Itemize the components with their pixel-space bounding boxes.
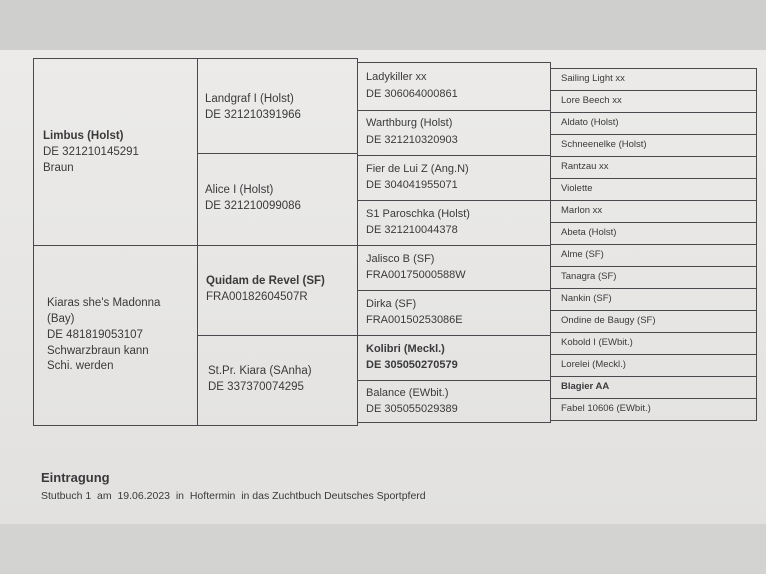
gen3-id: DE 306064000861 xyxy=(366,88,458,100)
registration-text: Stutbuch 1 am 19.06.2023 in Hoftermin in das Zuchtbuch Deutsches Sportpferd xyxy=(41,490,426,502)
gen4-name: Lore Beech xx xyxy=(561,95,622,106)
gen3-name: Fier de Lui Z (Ang.N) xyxy=(366,163,469,175)
gen3-name: Balance (EWbit.) xyxy=(366,387,449,399)
gen4-name: Blagier AA xyxy=(561,381,610,392)
dam-color-note: Schi. werden xyxy=(47,360,114,372)
gen4-name: Abeta (Holst) xyxy=(561,227,617,238)
gen4-name: Kobold I (EWbit.) xyxy=(561,337,633,348)
gen3-name: Jalisco B (SF) xyxy=(366,253,435,265)
gen2-id: DE 337370074295 xyxy=(208,381,304,393)
gen4-name: Rantzau xx xyxy=(561,161,609,172)
gen4-name: Nankin (SF) xyxy=(561,293,612,304)
gen3-id: DE 305055029389 xyxy=(366,403,458,415)
gen3-name: S1 Paroschka (Holst) xyxy=(366,208,470,220)
registration-heading: Eintragung xyxy=(41,470,110,485)
gen3-name: Warthburg (Holst) xyxy=(366,117,453,129)
sire-color: Braun xyxy=(43,162,74,174)
gen2-name: St.Pr. Kiara (SAnha) xyxy=(208,365,312,377)
gen3-name: Kolibri (Meckl.) xyxy=(366,343,445,355)
gen3-id: FRA00150253086E xyxy=(366,314,463,326)
gen4-name: Sailing Light xx xyxy=(561,73,625,84)
gen3-name: Ladykiller xx xyxy=(366,71,427,83)
dam-coat: (Bay) xyxy=(47,313,75,325)
gen2-name: Quidam de Revel (SF) xyxy=(206,275,325,287)
gen4-name: Alme (SF) xyxy=(561,249,604,260)
gen2-name: Alice I (Holst) xyxy=(205,184,274,196)
gen4-name: Marlon xx xyxy=(561,205,603,216)
gen3-id: DE 321210320903 xyxy=(366,134,458,146)
gen4-name: Fabel 10606 (EWbit.) xyxy=(561,403,651,414)
gen4-name: Lorelei (Meckl.) xyxy=(561,359,626,370)
gen4-name: Tanagra (SF) xyxy=(561,271,617,282)
gen3-id: FRA00175000588W xyxy=(366,269,466,281)
gen3-id: DE 321210044378 xyxy=(366,224,458,236)
gen4-name: Aldato (Holst) xyxy=(561,117,619,128)
sire-name: Limbus (Holst) xyxy=(43,130,124,142)
sire-id: DE 321210145291 xyxy=(43,146,139,158)
dam-name: Kiaras she's Madonna xyxy=(47,297,161,309)
gen2-name: Landgraf I (Holst) xyxy=(205,93,294,105)
dam-color: Schwarzbraun kann xyxy=(47,345,149,357)
dam-id: DE 481819053107 xyxy=(47,329,143,341)
gen4-name: Schneenelke (Holst) xyxy=(561,139,647,150)
gen2-id: DE 321210391966 xyxy=(205,109,301,121)
gen3-id: DE 304041955071 xyxy=(366,179,458,191)
gen3-name: Dirka (SF) xyxy=(366,298,417,310)
gen2-id: DE 321210099086 xyxy=(205,200,301,212)
bottom-shadow xyxy=(0,524,766,574)
gen4-name: Ondine de Baugy (SF) xyxy=(561,315,656,326)
gen2-id: FRA00182604507R xyxy=(206,291,308,303)
gen3-id: DE 305050270579 xyxy=(366,359,458,371)
gen4-name: Violette xyxy=(561,183,593,194)
